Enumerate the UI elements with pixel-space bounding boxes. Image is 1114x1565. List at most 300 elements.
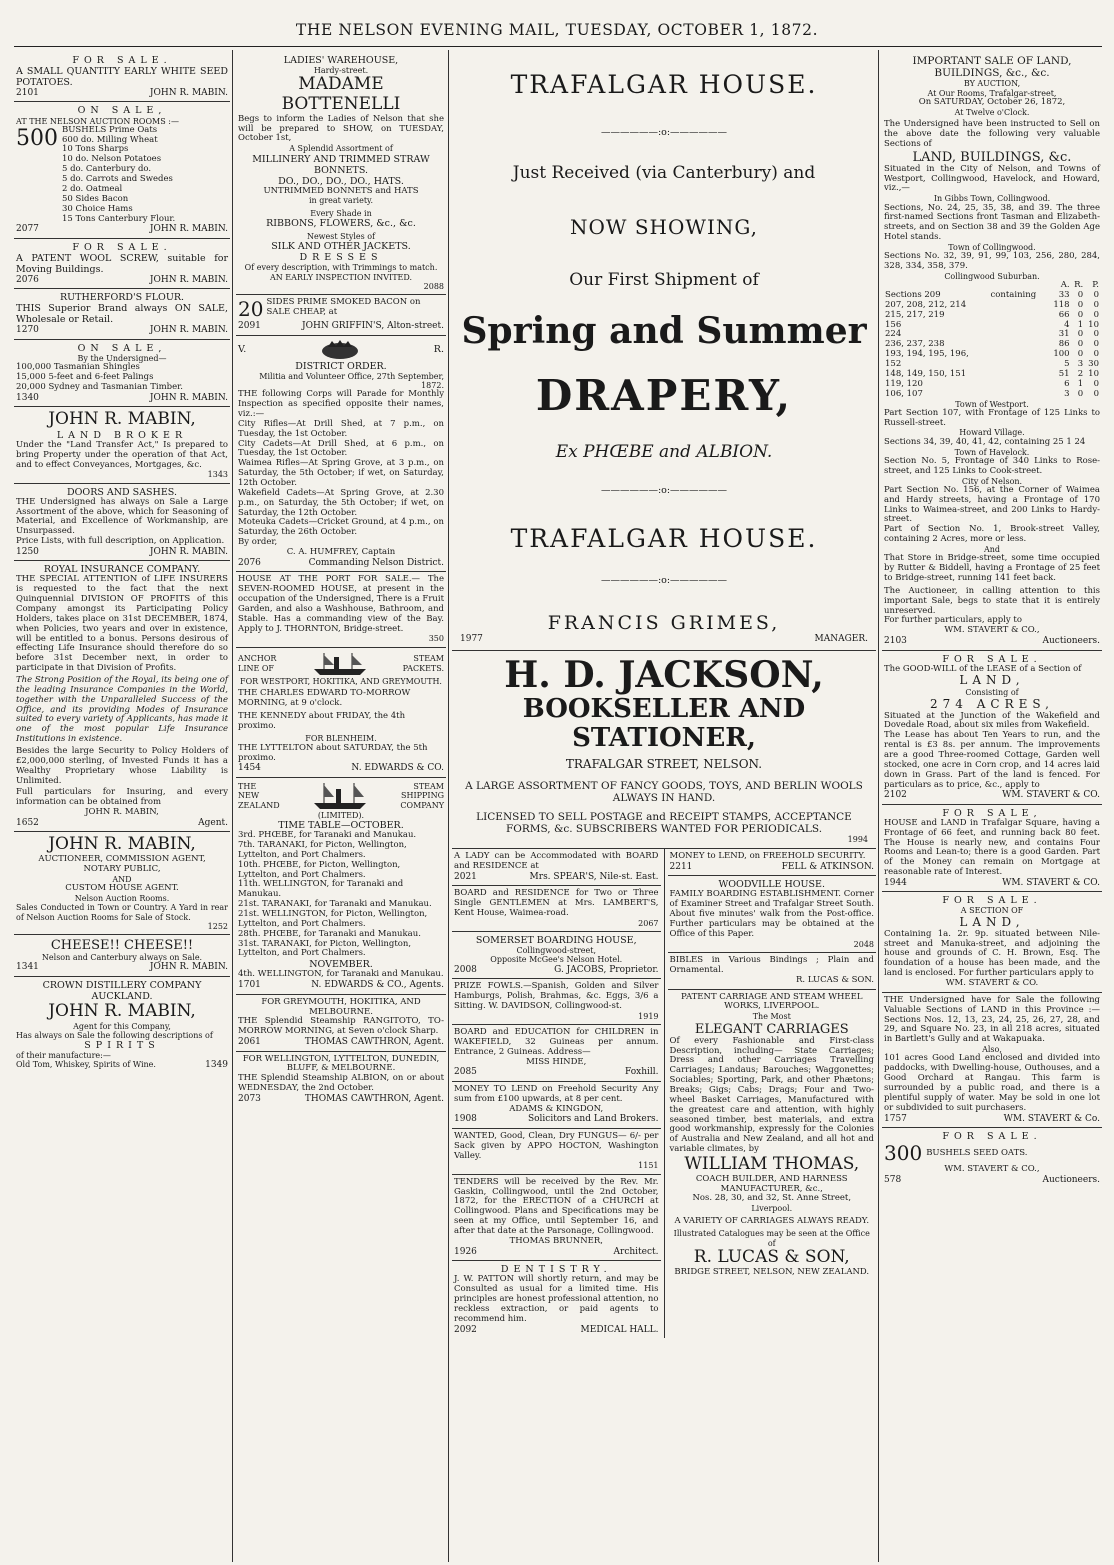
ad-title: FOR SALE. bbox=[942, 895, 1042, 907]
ad-body: THE Undersigned have for Sale the following Valuable Sections of LAND in this Province :— Sections Nos. 12, 13, 23, 24, 25, 26, 27, 28, and 29, and Square No. 23, in all 218 acres, situated in Bartlett's Gully and at Wakapuaka. bbox=[884, 994, 1100, 1045]
table-cell bbox=[990, 350, 1049, 360]
table-cell bbox=[990, 330, 1049, 340]
ornament: ——————:o:—————— bbox=[600, 127, 728, 138]
table-cell bbox=[990, 390, 1049, 400]
ad-title: ROYAL INSURANCE COMPANY. bbox=[43, 564, 201, 576]
ad-body: A SMALL QUANTITY EARLY WHITE SEED POTATOES. bbox=[16, 66, 228, 89]
column-4 bbox=[882, 52, 1102, 1560]
ad-number: 1250 bbox=[16, 546, 39, 557]
ad-signature: THOMAS CAWTHRON, Agent. bbox=[304, 1037, 444, 1048]
ad-body: J. W. PATTON will shortly return, and may be Consulted as usual for a limited time. His principles are honest professional attention, no reckless extraction, or paid agents to recommend him. bbox=[454, 1274, 659, 1324]
ad-smoked-bacon bbox=[236, 295, 446, 336]
ad-title: CHEESE!! CHEESE!! bbox=[50, 938, 194, 954]
table-cell: 0 bbox=[1077, 349, 1084, 360]
ad-line: Every Shade in bbox=[310, 208, 372, 218]
table-cell: Sections 209 bbox=[885, 290, 941, 301]
ad-woodville bbox=[668, 876, 877, 953]
ad-signature: JOHN R. MABIN. bbox=[149, 392, 228, 403]
table-cell: 148, 149, 150, 151 bbox=[885, 368, 967, 379]
list-item: BUSHELS Prime Oats bbox=[62, 124, 158, 135]
ad-role: MANAGER. bbox=[814, 633, 868, 644]
ad-body: MONEY to LEND, on FREEHOLD SECURITY. bbox=[669, 851, 866, 862]
ad-land-auction bbox=[882, 52, 1102, 651]
ad-title: FOR SALE. bbox=[72, 241, 172, 253]
ad-title: DOORS AND SASHES. bbox=[67, 486, 177, 498]
ad-body: THE SPECIAL ATTENTION of LIFE INSURERS is requested to the fact that the next Quinquennial DIVISION OF PROFITS of this Company amongst its Participating Policy Holders, takes place on 31st DECEMBER, 1874, when Policies, two years and over in existence, will be entitled to a bonus. Persons desirous of effecting Life Insurance should therefore do so before 31st December next, in order to participate in that Division of Profits. bbox=[16, 574, 228, 674]
ad-number: 2092 bbox=[454, 1324, 477, 1335]
column-rule bbox=[448, 50, 449, 1562]
table-cell: 10 bbox=[1088, 319, 1099, 330]
ad-body: THE Splendid Steamship RANGITOTO, TO-MORROW MORNING, at Seven o'clock Sharp. bbox=[238, 1016, 444, 1037]
ad-trafalgar-house bbox=[452, 52, 876, 651]
table-cell: 0 bbox=[1077, 329, 1084, 340]
table-cell bbox=[990, 301, 1049, 311]
ad-goodwill-lease bbox=[882, 651, 1102, 805]
ad-subtitle: Collingwood-street, bbox=[516, 946, 597, 956]
list-item: 5 do. Canterbury do. bbox=[62, 164, 152, 175]
ad-body: Nelson and Canterbury always on Sale. bbox=[41, 953, 203, 963]
ad-body: Part of Section No. 1, Brook-street Valley, containing 2 Acres, more or less. bbox=[884, 524, 1100, 545]
ad-line: Nelson Auction Rooms. bbox=[74, 894, 170, 904]
ad-number: 1652 bbox=[16, 818, 39, 829]
ad-location: Foxhill. bbox=[624, 1067, 659, 1078]
ad-line: Consisting of bbox=[965, 688, 1019, 698]
ad-line: RIBBONS, FLOWERS, &c., &c. bbox=[266, 218, 416, 229]
ad-section-land bbox=[882, 892, 1102, 992]
ad-number: 1252 bbox=[207, 921, 228, 931]
ad-house-land bbox=[882, 805, 1102, 893]
ad-greymouth bbox=[236, 995, 446, 1052]
ad-signature: N. EDWARDS & CO., Agents. bbox=[311, 980, 444, 991]
table-cell: 0 bbox=[1093, 388, 1099, 399]
list-item: Moteuka Cadets—Cricket Ground, at 4 p.m., on Saturday, the 26th October. bbox=[238, 517, 444, 538]
ad-body: Begs to inform the Ladies of Nelson that she will be prepared to SHOW, on TUESDAY, October 1st, bbox=[238, 113, 444, 144]
ad-body-2: The Strong Position of the Royal, its being one of the leading Insurance Companies in the World, together with the Unparalleled Success of the Office, and its providing Modes of Insurance suited to every variety of Applicants, has made it one of the most popular Life Insurance Institutions in existence. bbox=[16, 675, 228, 745]
steamship-icon bbox=[310, 651, 370, 677]
ad-title: LAND BROKER bbox=[56, 429, 188, 441]
table-cell: 119, 120 bbox=[885, 378, 923, 389]
column-rule bbox=[232, 50, 233, 1562]
table-cell: 3 bbox=[1064, 388, 1070, 399]
ad-big-number: 500 bbox=[16, 125, 58, 151]
ad-signature: WM. STAVERT & CO., bbox=[944, 625, 1040, 636]
ad-heading: City of Nelson. bbox=[961, 476, 1023, 486]
table-cell: 0 bbox=[1093, 339, 1099, 350]
ad-line: DRAPERY, bbox=[535, 371, 793, 421]
ad-subtitle: FOR WESTPORT, HOKITIKA, AND GREYMOUTH. bbox=[240, 676, 442, 686]
ad-title: FOR SALE. bbox=[72, 55, 172, 66]
ad-number: 2091 bbox=[238, 321, 261, 332]
ad-line: ZEALAND bbox=[238, 800, 280, 810]
ad-body: A LADY can be Accommodated with BOARD and RESIDENCE at bbox=[454, 851, 659, 872]
ad-anchor-line bbox=[236, 648, 446, 778]
ad-number: 2077 bbox=[16, 224, 39, 235]
ad-body-3: Besides the large Security to Policy Holders of £2,000,000 sterling, of Invested Funds it has a Wealthy Proprietary whose Liability is Unlimited. bbox=[16, 746, 228, 786]
acreage-table bbox=[884, 281, 1100, 399]
ad-cheese bbox=[14, 935, 230, 977]
ad-role: Auctioneers. bbox=[1042, 636, 1100, 647]
table-cell: 5 bbox=[1064, 359, 1070, 370]
ad-hd-jackson bbox=[452, 651, 876, 849]
table-cell: 0 bbox=[1093, 329, 1099, 340]
ad-title: DENTISTRY. bbox=[500, 1264, 612, 1276]
list-item: City Rifles—At Drill Shed, at 7 p.m., on Tuesday, the 1st October. bbox=[238, 418, 444, 439]
ad-body: WANTED, Good, Clean, Dry FUNGUS— 6/- per Sack given by APPO HOCTON, Washington Valley. bbox=[454, 1130, 659, 1161]
ad-line: LICENSED TO SELL POSTAGE and RECEIPT STAMPS, ACCEPTANCE FORMS, &c. SUBSCRIBERS WANTED FOR PERIODICALS. bbox=[476, 810, 852, 835]
list-item: 28th. PHŒBE, for Taranaki and Manukau. bbox=[238, 928, 421, 939]
ad-title: ON SALE, bbox=[77, 342, 167, 354]
ad-signature: ADAMS & KINGDON, bbox=[509, 1103, 604, 1114]
table-cell: 193, 194, 195, 196, bbox=[885, 349, 969, 360]
ad-number: 2076 bbox=[16, 274, 39, 285]
ad-number: 1701 bbox=[238, 980, 261, 991]
table-cell: 215, 217, 219 bbox=[885, 309, 945, 320]
ad-signature: JOHN R. MABIN, bbox=[85, 807, 159, 818]
list-item: 3rd. PHŒBE, for Taranaki and Manukau. bbox=[238, 830, 417, 841]
ad-body: THE Splendid Steamship ALBION, on or about WEDNESDAY, the 2nd October. bbox=[238, 1073, 444, 1094]
ad-title: TIME TABLE—OCTOBER. bbox=[278, 820, 404, 832]
ad-number: 2101 bbox=[16, 88, 39, 99]
ad-seed-oats bbox=[882, 1128, 1102, 1189]
table-cell: 33 bbox=[1058, 290, 1070, 301]
ad-line: ANCHOR bbox=[238, 654, 277, 664]
ad-auctioneer bbox=[14, 832, 230, 935]
table-cell: 100 bbox=[1053, 349, 1070, 360]
ad-body: Part Section 107, with Frontage of 125 Links to Russell-street. bbox=[884, 407, 1100, 428]
ad-doors-sashes bbox=[14, 484, 230, 562]
ad-name: JOHN R. MABIN, bbox=[48, 834, 196, 855]
ad-money-lend bbox=[452, 1082, 661, 1129]
ad-body-4: Full particulars for Insuring, and every information can be obtained from bbox=[16, 787, 228, 808]
ad-fungus bbox=[452, 1129, 661, 1175]
steamship-icon bbox=[310, 781, 370, 811]
ad-subtitle: BOOKSELLER AND STATIONER, bbox=[522, 694, 806, 753]
ad-shingles bbox=[14, 340, 230, 407]
ad-subtitle: A SECTION OF bbox=[960, 906, 1024, 916]
ornament: ——————:o:—————— bbox=[600, 574, 728, 586]
list-item: 31st. TARANAKI, for Picton, Wellington, Lyttelton, and Port Chalmers. bbox=[238, 938, 412, 959]
list-item: 15 Tons Canterbury Flour. bbox=[62, 213, 176, 224]
column-1 bbox=[14, 52, 230, 1560]
table-cell: 236, 237, 238 bbox=[885, 339, 945, 350]
ad-number: 1349 bbox=[205, 1060, 228, 1071]
ad-title: FOR WELLINGTON, LYTTELTON, DUNEDIN, BLUFF, & MELBOURNE. bbox=[242, 1053, 440, 1074]
ad-body: That Store in Bridge-street, some time occupied by Rutter & Biddell, having a Frontage of 25 feet to Bridge-street, running 141 feet back. bbox=[884, 553, 1100, 583]
ad-body: Section No. 5, Frontage of 340 Links to Rose-street, and 125 Links to Cook-street. bbox=[884, 455, 1100, 476]
table-cell: 118 bbox=[1053, 299, 1070, 310]
ad-number: 1994 bbox=[847, 834, 868, 844]
ad-crown-distillery bbox=[14, 977, 230, 1074]
ad-signature: N. EDWARDS & CO. bbox=[351, 763, 444, 774]
ad-royal-insurance bbox=[14, 561, 230, 832]
table-cell: 0 bbox=[1077, 290, 1084, 301]
ad-line: BY AUCTION, bbox=[963, 79, 1021, 89]
ad-line: Illustrated Catalogues may be seen at the Office of bbox=[673, 1229, 870, 1248]
ad-carriage-works bbox=[668, 990, 877, 1281]
ad-title: FOR SALE. bbox=[942, 1130, 1042, 1142]
ad-office: Militia and Volunteer Office, 27th September, 1872. bbox=[259, 371, 444, 391]
ad-body: THE Undersigned has always on Sale a Large Assortment of the above, which for Seasoning of Material, and Excellence of Workmanship, are Unsurpassed. bbox=[16, 496, 228, 537]
ad-line: (LIMITED). bbox=[317, 810, 365, 820]
ad-number: 2102 bbox=[884, 790, 907, 801]
ad-line: DRESSES bbox=[299, 252, 383, 264]
ad-title-2: TRAFALGAR HOUSE. bbox=[510, 523, 818, 553]
ad-number: 1151 bbox=[638, 1161, 659, 1171]
ad-wool-screw bbox=[14, 239, 230, 289]
table-cell: 156 bbox=[885, 319, 902, 330]
list-item: 600 do. Milling Wheat bbox=[62, 134, 158, 145]
ad-title: FOR SALE, bbox=[942, 807, 1042, 819]
table-cell: 0 bbox=[1077, 309, 1084, 320]
list-item: Wakefield Cadets—At Spring Grove, at 2.30 p.m., on Saturday, the 5th October; if wet, on Saturday, the 12th October. bbox=[238, 487, 444, 518]
ad-tenders bbox=[452, 1175, 661, 1261]
ad-body: BUSHELS SEED OATS. bbox=[926, 1147, 1028, 1158]
ad-number: 2061 bbox=[238, 1037, 261, 1048]
ad-body: PRIZE FOWLS.—Spanish, Golden and Silver Hamburgs, Polish, Brahmas, &c. Eggs, 3/6 a Sitting. W. DAVIDSON, Collingwood-st. bbox=[454, 981, 659, 1011]
ad-name: JOHN R. MABIN, bbox=[48, 1000, 196, 1021]
table-cell bbox=[990, 360, 1049, 370]
ad-heading: Town of Westport. bbox=[955, 399, 1029, 409]
ad-line: STEAM bbox=[413, 781, 444, 791]
table-cell: 6 bbox=[1064, 378, 1070, 389]
ad-line: A VARIETY OF CARRIAGES ALWAYS READY. bbox=[674, 1215, 870, 1226]
ad-body: Situated in the City of Nelson, and Towns of Westport, Collingwood, Havelock, and Howard, viz.,— bbox=[884, 163, 1100, 194]
ad-big-number: 300 bbox=[884, 1140, 923, 1165]
ad-heading: In Gibbs Town, Collingwood. bbox=[933, 194, 1051, 204]
ad-number: 1944 bbox=[884, 878, 907, 889]
ad-title: SOMERSET BOARDING HOUSE, bbox=[475, 935, 637, 947]
ad-body: HOUSE AT THE PORT FOR SALE.— The SEVEN-ROOMED HOUSE, at present in the occupation of the Undersigned, There is a Fruit Garden, and also a Washhouse, Bathroom, and Stable. Has a commanding view of the Bay. Apply to J. THORNTON, Bridge-street. bbox=[238, 574, 444, 634]
ad-body: A PATENT WOOL SCREW, suitable for Moving Buildings. bbox=[16, 252, 228, 275]
ad-body: Sales Conducted in Town or Country. A Yard in rear of Nelson Auction Rooms for Sale of Stock. bbox=[16, 903, 228, 922]
ad-wellington bbox=[236, 1052, 446, 1108]
ad-board-residence bbox=[452, 886, 661, 932]
ad-line: NEW bbox=[238, 791, 260, 801]
table-cell: 66 bbox=[1058, 309, 1070, 320]
ad-body: BOARD and RESIDENCE for Two or Three Single GENTLEMEN at Mrs. LAMBERT'S, Kent House, Waimea-road. bbox=[454, 888, 659, 919]
table-cell: 51 bbox=[1058, 368, 1070, 379]
table-header: R. bbox=[1074, 280, 1084, 291]
ad-signature: R. LUCAS & SON, bbox=[693, 1246, 850, 1267]
ad-line: PACKETS. bbox=[402, 663, 444, 673]
ad-spirits: SPIRITS bbox=[84, 1040, 160, 1052]
ad-body: SIDES PRIME SMOKED BACON on SALE CHEAP, at bbox=[266, 297, 421, 317]
ad-line: AN EARLY INSPECTION INVITED. bbox=[269, 272, 413, 282]
ad-address: TRAFALGAR STREET, NELSON. bbox=[565, 757, 763, 772]
list-item: 11th. WELLINGTON, for Taranaki and Manukau. bbox=[238, 879, 404, 900]
ad-acres: 274 ACRES, bbox=[930, 696, 1054, 711]
ad-dentistry bbox=[452, 1261, 661, 1338]
ad-line: CUSTOM HOUSE AGENT. bbox=[65, 883, 179, 894]
list-item: City Cadets—At Drill Shed, at 6 p.m., on Tuesday, the 1st October. bbox=[238, 438, 444, 459]
ad-signature: JOHN R. MABIN. bbox=[149, 274, 228, 285]
ad-signature: WM. STAVERT & CO. bbox=[945, 977, 1039, 988]
column-2 bbox=[236, 52, 446, 1560]
ad-signature: JOHN GRIFFIN'S, Alton-street. bbox=[302, 321, 444, 332]
ad-somerset bbox=[452, 932, 661, 979]
ad-on-sale-auction bbox=[14, 102, 230, 238]
ad-number: 1341 bbox=[16, 962, 39, 973]
ad-signature: Mrs. SPEAR'S, Nile-st. East. bbox=[529, 871, 659, 882]
ad-line: AND bbox=[112, 874, 132, 884]
ad-heading: Town of Havelock. bbox=[954, 447, 1030, 457]
ad-number: 1926 bbox=[454, 1246, 477, 1257]
table-cell: 0 bbox=[1093, 290, 1099, 301]
table-cell: 152 bbox=[885, 359, 902, 370]
ad-body: HOUSE and LAND in Trafalgar Square, having a Frontage of 66 feet, and running back 80 feet. The House is nearly new, and contains Four Rooms and Lean-to; there is a good Garden. Part of the Money can remain on Mortgage at reasonable rate of Interest. bbox=[884, 817, 1100, 878]
ad-line: ELEGANT CARRIAGES bbox=[694, 1021, 849, 1037]
ad-body: Sections, No. 24, 25, 35, 38, and 39. The three first-named Sections front Tasman and Elizabeth-streets, and on Section 38 and 39 the Golden Age Hotel stands. bbox=[884, 202, 1100, 243]
ad-district-order bbox=[236, 336, 446, 573]
ad-number: 2073 bbox=[238, 1093, 261, 1104]
ad-number: 1977 bbox=[460, 633, 483, 644]
table-cell bbox=[990, 311, 1049, 321]
ad-subtitle: By the Undersigned— bbox=[77, 353, 167, 363]
table-cell: 0 bbox=[1077, 388, 1084, 399]
ad-signature: JOHN R. MABIN. bbox=[149, 546, 228, 557]
ad-line: NOTARY PUBLIC, bbox=[83, 864, 161, 875]
ad-number: 2067 bbox=[638, 918, 659, 928]
ad-title: IMPORTANT SALE OF LAND, BUILDINGS, &c., &c. bbox=[912, 55, 1072, 80]
ad-prize-fowls bbox=[452, 979, 661, 1025]
table-cell bbox=[990, 321, 1049, 331]
ad-title: TRAFALGAR HOUSE. bbox=[510, 70, 818, 99]
ad-line: A Splendid Assortment of bbox=[289, 144, 393, 154]
ad-signature: WM. STAVERT & CO., bbox=[944, 1164, 1040, 1175]
ad-signature: MISS HINDE, bbox=[526, 1056, 587, 1067]
ad-signature: THOMAS BRUNNER, bbox=[509, 1235, 603, 1246]
ad-role: Solicitors and Land Brokers. bbox=[527, 1114, 659, 1125]
ad-body: The Undersigned have been instructed to Sell on the above date the following very valuable Sections of bbox=[884, 119, 1100, 149]
ad-address: Nos. 28, 30, and 32, St. Anne Street, bbox=[692, 1193, 852, 1204]
list-item: 10 Tons Sharps bbox=[62, 144, 129, 155]
list-item: 100,000 Tasmanian Shingles bbox=[16, 362, 140, 373]
table-row bbox=[884, 390, 1100, 400]
ad-line: Newest Styles of bbox=[306, 232, 376, 242]
ad-valuable-sections bbox=[882, 993, 1102, 1128]
list-item: 2 do. Oatmeal bbox=[62, 183, 123, 194]
ad-body: MONEY TO LEND on Freehold Security Any sum from £100 upwards, at 8 per cent. bbox=[454, 1083, 659, 1104]
ad-line: Just Received (via Canterbury) and bbox=[512, 163, 816, 184]
column-rule bbox=[878, 50, 879, 1562]
ad-line: NOVEMBER. bbox=[309, 959, 373, 971]
ad-heading: Town of Collingwood. bbox=[948, 242, 1036, 252]
ad-line: FOR BLENHEIM. bbox=[305, 734, 377, 744]
ad-name: H. D. JACKSON, bbox=[504, 654, 824, 697]
ad-role: Agent. bbox=[198, 818, 228, 829]
ad-money-freehold bbox=[668, 849, 877, 876]
table-cell: 4 bbox=[1064, 319, 1070, 330]
table-cell: 207, 208, 212, 214 bbox=[885, 299, 967, 310]
table-cell: 3 bbox=[1077, 359, 1084, 370]
ad-nz-shipping bbox=[236, 778, 446, 995]
ad-land: LAND, bbox=[959, 673, 1025, 688]
ad-signature: WM. STAVERT & Co. bbox=[1003, 1113, 1100, 1124]
ad-signature: FELL & ATKINSON. bbox=[781, 862, 874, 873]
ad-line: STEAM bbox=[413, 654, 444, 664]
ad-title: ON SALE, bbox=[77, 105, 167, 117]
ad-subtitle: Opposite McGee's Nelson Hotel. bbox=[490, 955, 623, 965]
ad-line: SHIPPING bbox=[401, 791, 444, 801]
ad-subtitle: AUCKLAND. bbox=[91, 990, 153, 1002]
list-item: 5 do. Carrots and Swedes bbox=[62, 174, 173, 185]
masthead-rule bbox=[14, 46, 1102, 47]
ad-body: Part Section No. 156, at the Corner of Waimea and Hardy streets, having a Frontage of 170 Links to Waimea-street, and 200 Links to Hardy-street. bbox=[884, 484, 1100, 525]
ad-line: UNTRIMMED BONNETS and HATS bbox=[263, 185, 419, 196]
ad-line: Ex PHŒBE and ALBION. bbox=[555, 442, 773, 463]
ad-body-2: Price Lists, with full description, on Application. bbox=[16, 536, 225, 547]
ad-signature: C. A. HUMFREY, Captain bbox=[286, 547, 396, 558]
ad-name: FRANCIS GRIMES, bbox=[547, 611, 781, 634]
ad-name: MADAME BOTTENELLI bbox=[281, 74, 401, 114]
table-cell: 31 bbox=[1058, 329, 1070, 340]
ad-heading: Howard Village. bbox=[959, 428, 1025, 438]
table-cell: 2 bbox=[1077, 368, 1084, 379]
table-header: A. bbox=[1060, 280, 1070, 291]
ad-number: 2085 bbox=[454, 1067, 477, 1078]
ad-signature: WM. STAVERT & CO. bbox=[1002, 878, 1100, 889]
ad-role: Auctioneers. bbox=[1042, 1175, 1100, 1186]
ad-name: WILLIAM THOMAS, bbox=[684, 1154, 860, 1174]
table-cell bbox=[990, 340, 1049, 350]
table-cell: 10 bbox=[1088, 368, 1099, 379]
table-cell: 30 bbox=[1088, 359, 1099, 370]
ad-line: Spring and Summer bbox=[461, 309, 867, 352]
ad-title: DISTRICT ORDER. bbox=[295, 360, 387, 372]
ad-body: The GOOD-WILL of the LEASE of a Section of bbox=[884, 663, 1082, 674]
list-item: 21st. WELLINGTON, for Picton, Wellington, Lyttelton, and Port Chalmers. bbox=[238, 909, 428, 929]
list-item: 20,000 Sydney and Tasmanian Timber. bbox=[16, 381, 183, 392]
list-item: 21st. TARANAKI, for Taranaki and Manukau. bbox=[238, 899, 432, 910]
ad-title: FOR GREYMOUTH, HOKITIKA, AND MELBOURNE. bbox=[261, 996, 421, 1017]
ad-signature: G. JACOBS, Proprietor. bbox=[554, 964, 659, 975]
ad-seed-potatoes bbox=[14, 52, 230, 102]
ad-name: JOHN R. MABIN, bbox=[48, 409, 196, 430]
ad-number: 1757 bbox=[884, 1113, 907, 1124]
ad-title: PATENT CARRIAGE AND STEAM WHEEL WORKS, LIVERPOOL. bbox=[681, 991, 863, 1012]
classified-columns bbox=[452, 849, 876, 1338]
ad-city: Liverpool. bbox=[751, 1204, 793, 1214]
ad-body: THIS Superior Brand always ON SALE, Wholesale or Retail. bbox=[16, 303, 228, 326]
ad-number: 1908 bbox=[454, 1114, 477, 1125]
ad-subtitle: AT THE NELSON AUCTION ROOMS :— bbox=[16, 116, 179, 126]
ad-line: A LARGE ASSORTMENT OF FANCY GOODS, TOYS, AND BERLIN WOOLS ALWAYS IN HAND. bbox=[465, 780, 863, 805]
ad-body: For further particulars, apply to bbox=[884, 615, 1022, 626]
ornament: ——————:o:—————— bbox=[600, 484, 728, 496]
ad-line: COMPANY bbox=[400, 800, 444, 810]
table-cell: 0 bbox=[1093, 349, 1099, 360]
ad-body: Sections 34, 39, 40, 41, 42, containing 25 1 24 bbox=[884, 436, 1086, 447]
table-cell: containing bbox=[990, 290, 1037, 301]
ad-body: BIBLES in Various Bindings ; Plain and Ornamental. bbox=[669, 955, 874, 975]
ad-number: 2088 bbox=[423, 281, 444, 291]
ad-number: 2076 bbox=[238, 557, 261, 568]
list-item: 30 Choice Hams bbox=[62, 203, 133, 214]
ad-role: Commanding Nelson District. bbox=[308, 557, 444, 568]
ad-body: Under the "Land Transfer Act," Is prepared to bring Property under the operation of that Act, and to effect Conveyances, Mortgages, &c. bbox=[16, 439, 228, 470]
list-item: 10 do. Nelson Potatoes bbox=[62, 154, 162, 165]
list-item: THE KENNEDY about FRIDAY, the 4th proximo. bbox=[238, 710, 406, 731]
table-cell: 0 bbox=[1077, 339, 1084, 350]
ad-line: in great variety. bbox=[308, 196, 374, 206]
ad-line: MILLINERY AND TRIMMED STRAW BONNETS. bbox=[252, 153, 430, 176]
ad-body: The Auctioneer, in calling attention to this important Sale, begs to state that it is entirely unreserved. bbox=[884, 585, 1100, 616]
table-cell bbox=[990, 380, 1049, 390]
ad-line: THE bbox=[238, 781, 257, 791]
ad-title: LADIES' WAREHOUSE, bbox=[283, 55, 399, 66]
ad-number: 578 bbox=[884, 1175, 902, 1186]
table-cell: 0 bbox=[1093, 299, 1099, 310]
